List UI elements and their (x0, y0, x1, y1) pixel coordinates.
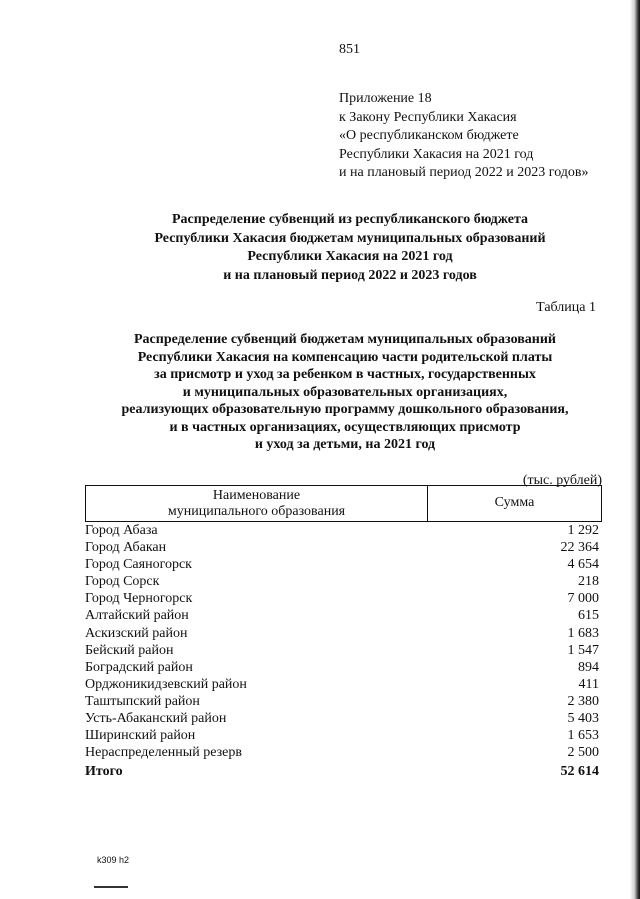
table-row (85, 727, 602, 744)
row-name: Боградский район (85, 659, 193, 675)
appendix-block (339, 90, 589, 183)
table-row (85, 573, 602, 590)
row-name: Город Черногорск (85, 591, 193, 607)
footer-rule (94, 886, 128, 888)
header-name-column (86, 486, 428, 521)
row-name: Орджоникидзевский район (85, 676, 247, 692)
header-name-line: муниципального образования (167, 504, 346, 519)
row-name: Аскизский район (85, 625, 188, 641)
appendix-line: к Закону Республики Хакасия (339, 109, 517, 125)
table-row (85, 522, 602, 539)
table-title-line: и в частных организациях, осуществляющих присмотр (169, 419, 521, 435)
row-value: 2 380 (567, 693, 599, 709)
header-sum-column: Сумма (494, 495, 535, 510)
table-header (85, 485, 602, 522)
table-title-line: и уход за детьми, на 2021 год (254, 437, 436, 452)
table-label: Таблица 1 (536, 300, 596, 315)
table-row (85, 693, 602, 710)
main-title-line: Распределение субвенций из республиканского бюджета (171, 212, 528, 227)
table-row (85, 710, 602, 727)
appendix-line: Приложение 18 (339, 91, 432, 106)
row-value: 7 000 (567, 591, 599, 607)
header-name-line: Наименование (212, 488, 301, 503)
row-name: Город Сорск (85, 574, 160, 590)
table-row (85, 590, 602, 607)
appendix-line: «О республиканском бюджете (339, 128, 519, 143)
page-number: 851 (339, 42, 360, 57)
table-row (85, 659, 602, 676)
table-row (85, 607, 602, 624)
main-title-line: Республики Хакасия на 2021 год (247, 249, 453, 264)
table-row (85, 556, 602, 573)
row-value: 218 (578, 574, 599, 590)
appendix-line: и на плановый период 2022 и 2023 годов» (339, 165, 589, 180)
scan-edge (630, 0, 640, 899)
table-title-line: реализующих образовательную программу дошкольного образования, (121, 402, 569, 417)
row-name: Алтайский район (85, 608, 189, 624)
row-value: 411 (578, 676, 599, 692)
row-value: 5 403 (567, 711, 599, 727)
row-name: Ширинский район (85, 728, 196, 744)
main-title-line: Республики Хакасия бюджетам муниципальных образований (154, 230, 546, 246)
table-title-line: Распределение субвенций бюджетам муниципальных образований (134, 332, 556, 347)
row-value: 894 (578, 659, 599, 675)
row-value: 1 653 (567, 728, 599, 744)
row-value: 22 364 (560, 540, 599, 556)
subvention-table (85, 485, 602, 782)
row-name: Город Абаза (85, 523, 158, 538)
row-value: 2 500 (567, 745, 599, 761)
table-row (85, 625, 602, 642)
table-title-line: и муниципальных образовательных организациях, (182, 384, 508, 400)
row-name: Бейский район (85, 642, 174, 658)
row-value: 4 654 (567, 557, 599, 573)
footer-code: k309 h2 (97, 855, 130, 865)
row-name: Нераспределенный резерв (85, 745, 242, 761)
row-value: 1 683 (567, 625, 599, 641)
row-name: Усть-Абаканский район (85, 711, 227, 727)
table-row (85, 539, 602, 556)
row-value: 615 (578, 608, 599, 624)
row-value: 1 292 (567, 523, 599, 538)
total-row (85, 761, 602, 782)
row-name: Город Абакан (85, 540, 167, 556)
total-label: Итого (85, 764, 123, 780)
table-body (85, 522, 602, 782)
table-row (85, 642, 602, 659)
units-label: (тыс. рублей) (522, 473, 602, 488)
main-title-line: и на плановый период 2022 и 2023 годов (223, 267, 477, 283)
row-name: Таштыпский район (85, 693, 200, 709)
table-title-line: за присмотр и уход за ребенком в частных, государственных (154, 367, 536, 382)
main-title (80, 211, 620, 285)
total-value: 52 614 (560, 764, 599, 780)
table-title-line: Республики Хакасия на компенсацию части родительской платы (137, 349, 553, 365)
row-name: Город Саяногорск (85, 557, 192, 573)
table-row (85, 676, 602, 693)
table-title (80, 331, 610, 454)
row-value: 1 547 (567, 642, 599, 658)
table-row (85, 744, 602, 761)
appendix-line: Республики Хакасия на 2021 год (339, 146, 534, 162)
